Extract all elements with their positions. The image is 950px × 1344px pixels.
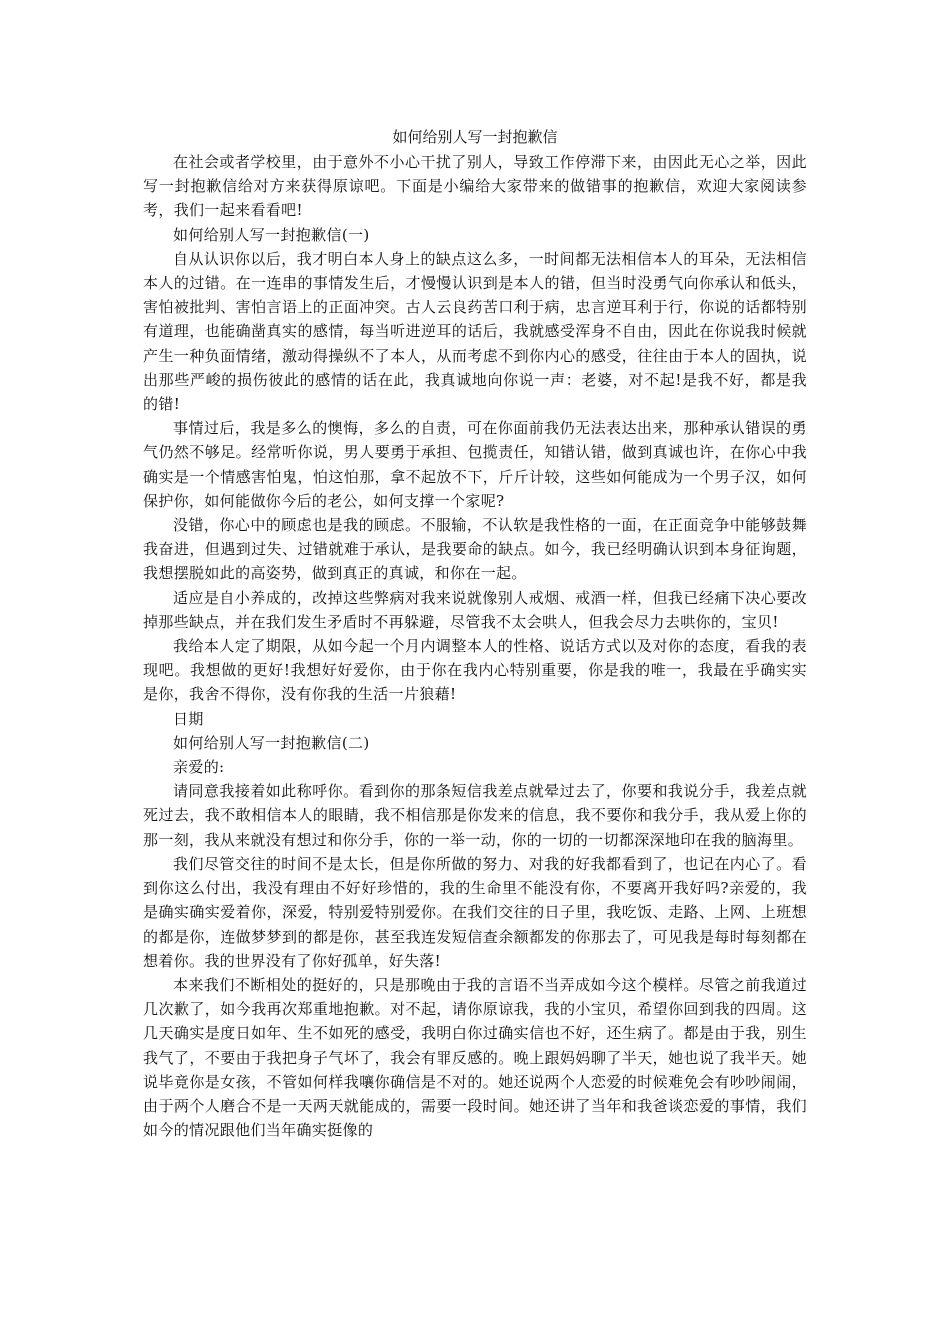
intro-paragraph: 在社会或者学校里，由于意外不小心干扰了别人，导致工作停滞下来，由因此无心之举，因此写一封抱歉信给对方来获得原谅吧。下面是小编给大家带来的做错事的抱歉信，欢迎大家阅读参考，我们一起来看看吧! [143,153,807,220]
body-paragraph: 请同意我接着如此称呼你。看到你的那条短信我差点就晕过去了，你要和我说分手，我差点就死过去，我不敢相信本人的眼睛，我不相信那是你发来的信息，我不要你和我分手，我从爱上你的那一刻，我从来就没有想过和你分手，你的一举一动，你的一切的一切都深深地印在我的脑海里。 [143,782,807,849]
section-heading-2: 如何给别人写一封抱歉信(二) [173,733,370,752]
body-paragraph: 事情过后，我是多么的懊悔，多么的自责，可在你面前我仍无法表达出来，那种承认错误的勇气仍然不够足。经常听你说，男人要勇于承担、包揽责任，知错认错，做到真诚也许，在你心中我确实是一个情感害怕鬼，怕这怕那，拿不起放不下，斤斤计较，这些如何能成为一个男子汉，如何保护你，如何能做你今后的老公，如何支撑一个家呢? [143,419,807,510]
body-paragraph: 没错，你心中的顾虑也是我的顾虑。不服输，不认软是我性格的一面，在正面竞争中能够鼓舞我奋进，但遇到过失、过错就难于承认，是我要命的缺点。如今，我已经明确认识到本身征询题，我想摆脱如此的高姿势，做到真正的真诚，和你在一起。 [143,516,807,583]
body-paragraph: 我们尽管交往的时间不是太长，但是你所做的努力、对我的好我都看到了，也记在内心了。看到你这么付出，我没有理由不好好珍惜的，我的生命里不能没有你，不要离开我好吗?亲爱的，我是确实确实爱着你，深爱，特别爱特别爱你。在我们交往的日子里，我吃饭、走路、上网、上班想的都是你，连做梦梦到的都是你，甚至我连发短信查余额都发的你那去了，可见我是每时每刻都在想着你。我的世界没有了你好孤单，好失落! [143,854,807,970]
body-paragraph: 我给本人定了期限，从如今起一个月内调整本人的性格、说话方式以及对你的态度，看我的表现吧。我想做的更好!我想好好爱你，由于你在我内心特别重要，你是我的唯一，我最在乎确实实是你，我舍不得你，没有你我的生活一片狼藉! [143,637,807,704]
date-line: 日期 [173,709,204,728]
document-title: 如何给别人写一封抱歉信 [392,128,558,146]
section-heading-1: 如何给别人写一封抱歉信(一) [173,225,370,244]
body-paragraph: 适应是自小养成的，改掉这些弊病对我来说就像别人戒烟、戒酒一样，但我已经痛下决心要改掉那些缺点，并在我们发生矛盾时不再躲避，尽管我不太会哄人，但我会尽力去哄你的，宝贝! [143,588,807,631]
body-paragraph: 自从认识你以后，我才明白本人身上的缺点这么多，一时间都无法相信本人的耳朵，无法相信本人的过错。在一连串的事情发生后，才慢慢认识到是本人的错，但当时没勇气向你承认和低头，害怕被批判、害怕言语上的正面冲突。古人云良药苦口利于病，忠言逆耳利于行，你说的话都特别有道理，也能确凿真实的感情，每当听进逆耳的话后，我就感受浑身不自由，因此在你说我时候就产生一种负面情绪，激动得操纵不了本人，从而考虑不到你内心的感受，往往由于本人的固执，说出那些严峻的损伤彼此的感情的话在此，我真诚地向你说一声：老婆，对不起!是我不好，都是我的错! [143,249,807,414]
document-page [143,124,807,1142]
salutation: 亲爱的: [173,758,225,777]
body-paragraph: 本来我们不断相处的挺好的，只是那晚由于我的言语不当弄成如今这个模样。尽管之前我道过几次歉了，如今我再次郑重地抱歉。对不起，请你原谅我，我的小宝贝，希望你回到我的四周。这几天确实是度日如年、生不如死的感受，我明白你过确实信也不好，还生病了。都是由于我，别生我气了，不要由于我把身子气坏了，我会有罪反感的。晚上跟妈妈聊了半天，她也说了我半天。她说毕竟你是女孩，不管如何样我嚷你确信是不对的。她还说两个人恋爱的时候难免会有吵吵闹闹，由于两个人磨合不是一天两天就能成的，需要一段时间。她还讲了当年和我爸谈恋爱的事情，我们如今的情况跟他们当年确实挺像的 [143,975,807,1140]
